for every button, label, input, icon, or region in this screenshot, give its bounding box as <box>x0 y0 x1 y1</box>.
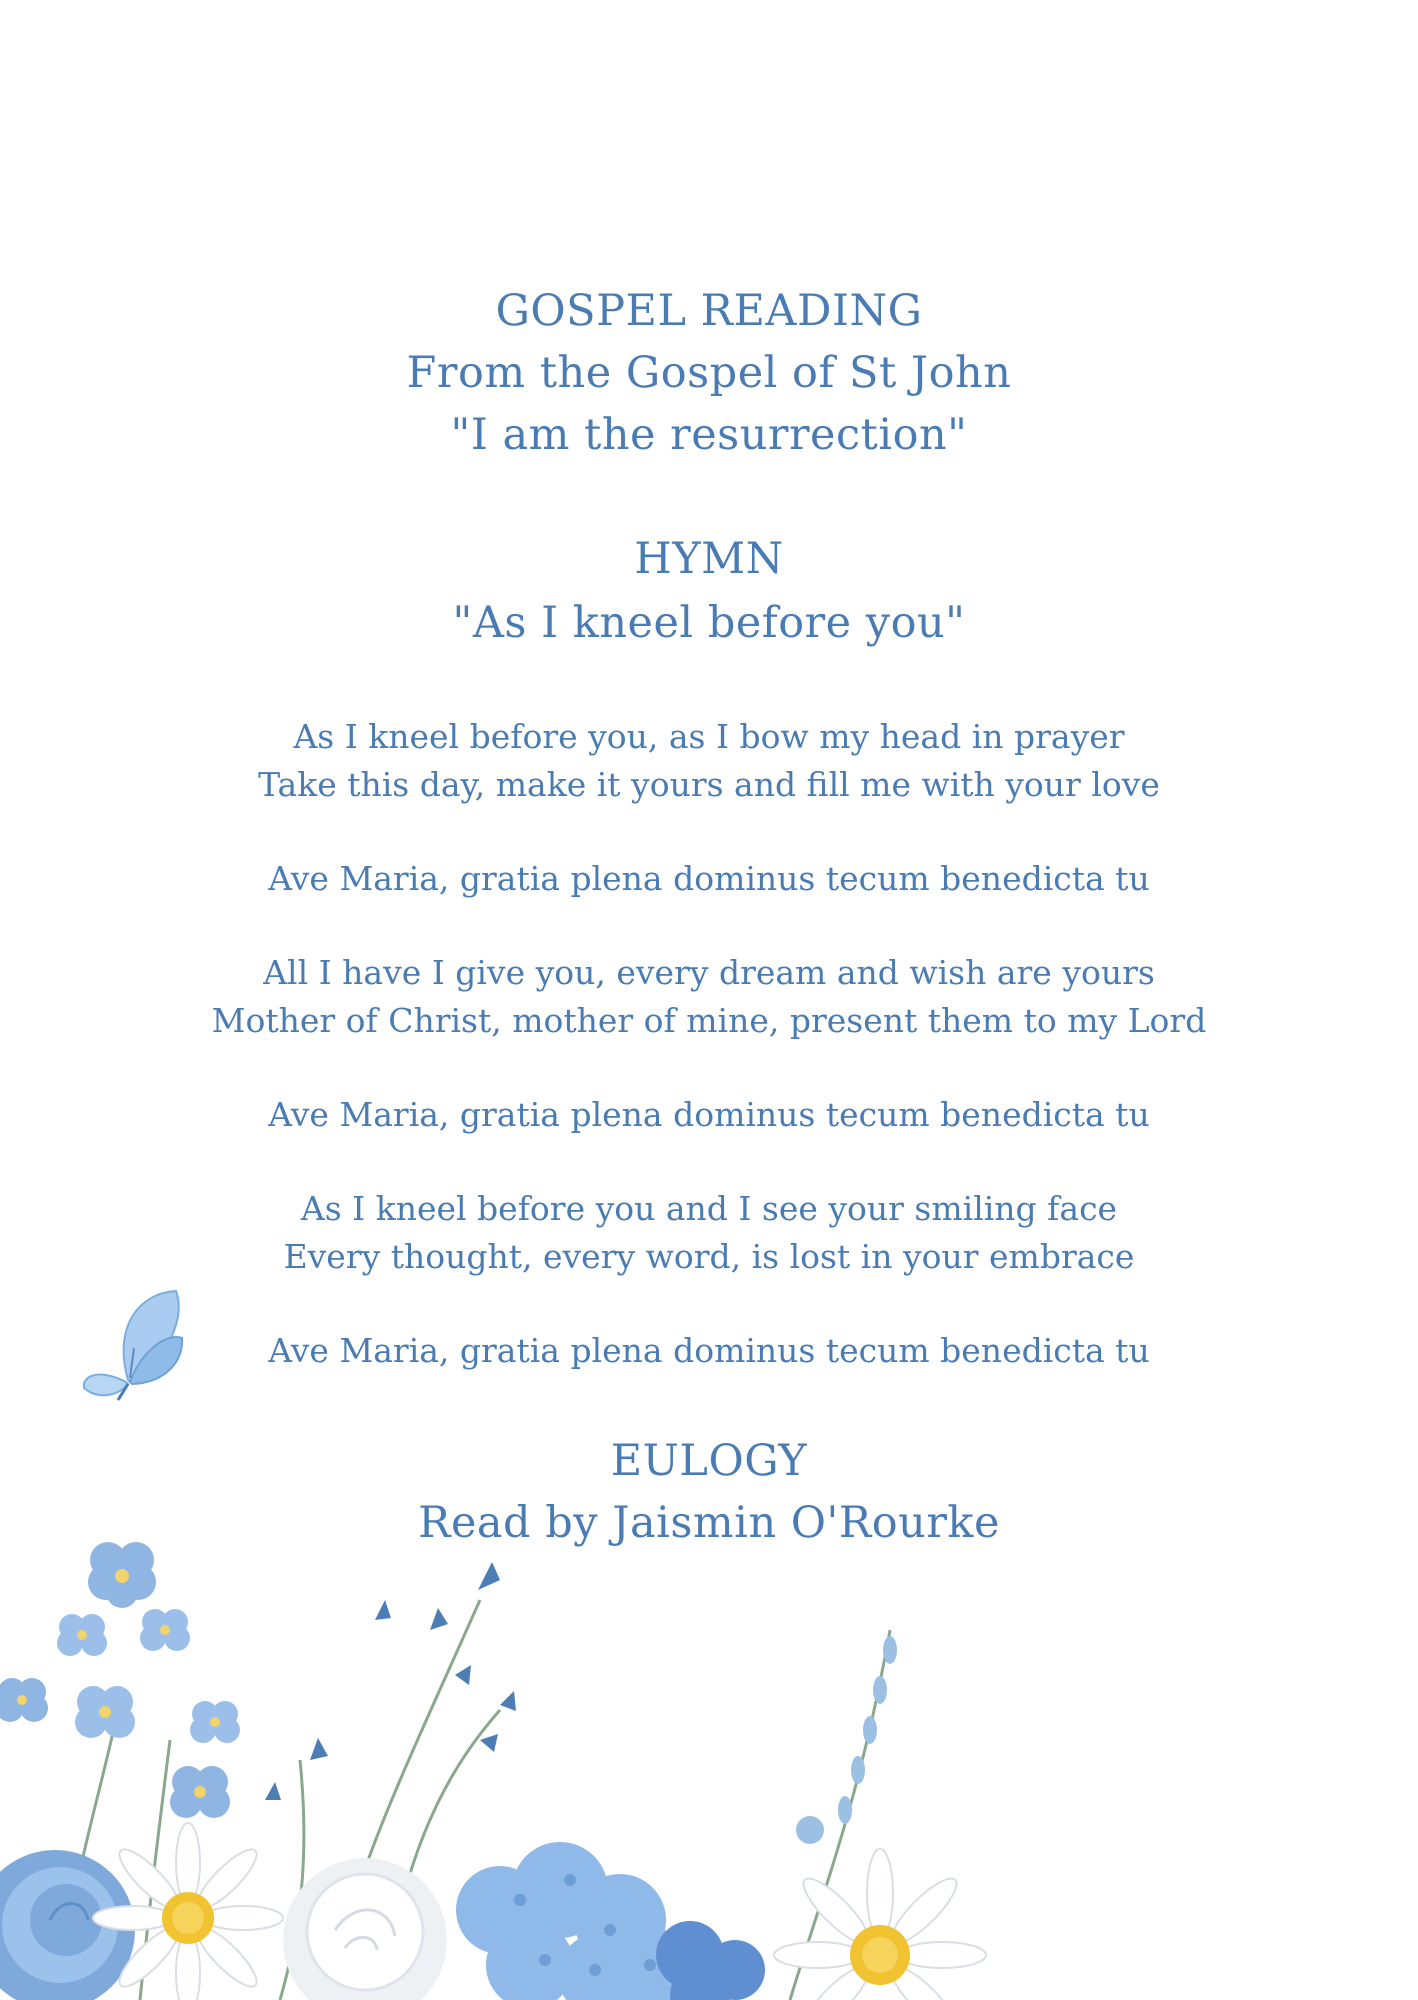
floral-border-illustration <box>0 1500 1418 2000</box>
hymn-title: "As I kneel before you" <box>452 598 966 648</box>
chorus-line: Ave Maria, gratia plena dominus tecum benedicta tu <box>268 859 1150 898</box>
lyric-line: Take this day, make it yours and fill me with your love <box>258 765 1160 804</box>
lyric-line: Mother of Christ, mother of mine, present them to my Lord <box>211 1001 1207 1040</box>
eulogy-heading: EULOGY <box>610 1436 808 1486</box>
lyric-line: As I kneel before you, as I bow my head in prayer <box>293 717 1125 756</box>
lyric-line: All I have I give you, every dream and wish are yours <box>263 953 1155 992</box>
gospel-source: From the Gospel of St John <box>406 348 1012 398</box>
lyric-line: As I kneel before you and I see your smiling face <box>300 1189 1118 1228</box>
butterfly-icon <box>78 1288 188 1404</box>
chorus-line: Ave Maria, gratia plena dominus tecum benedicta tu <box>268 1331 1150 1370</box>
gospel-heading: GOSPEL READING <box>495 286 923 336</box>
eulogy-reader: Read by Jaismin O'Rourke <box>418 1498 1000 1548</box>
hymn-heading: HYMN <box>634 534 784 584</box>
lyric-line: Every thought, every word, is lost in your embrace <box>283 1237 1135 1276</box>
chorus-line: Ave Maria, gratia plena dominus tecum benedicta tu <box>268 1095 1150 1134</box>
gospel-title: "I am the resurrection" <box>450 410 968 460</box>
